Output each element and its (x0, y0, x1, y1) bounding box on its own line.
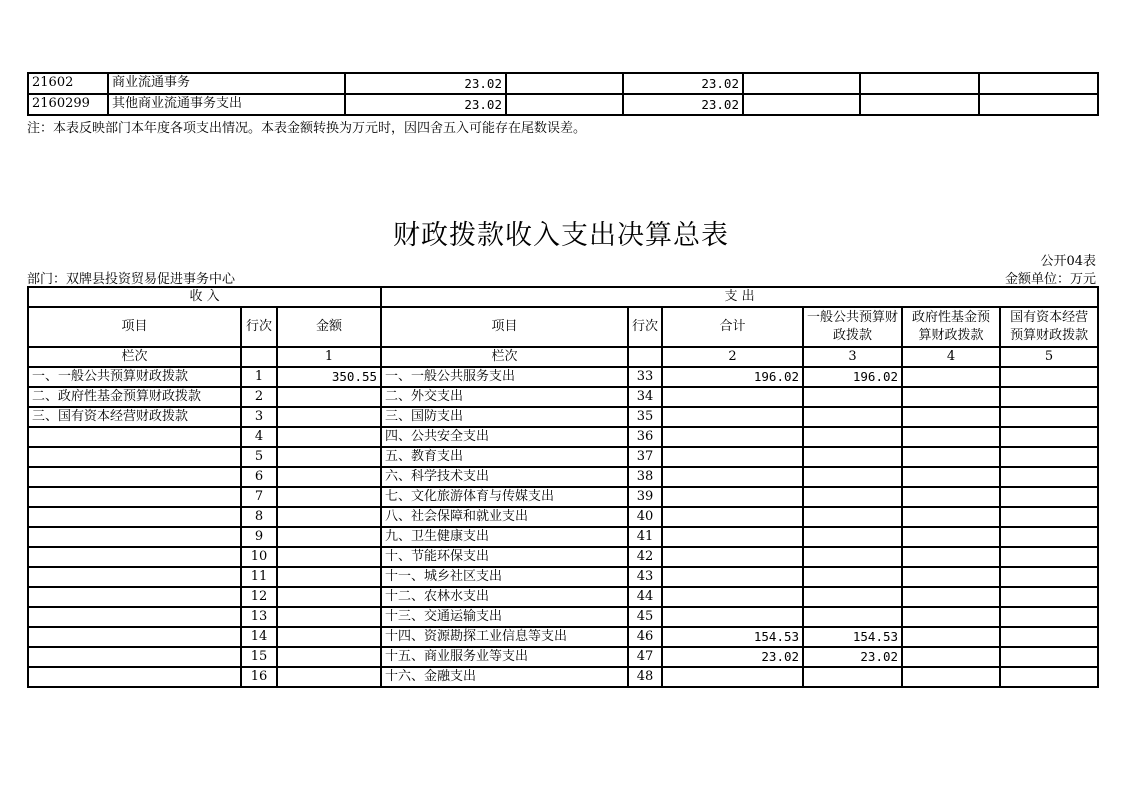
expense-row-no: 48 (628, 667, 662, 687)
function-name: 其他商业流通事务支出 (108, 94, 345, 115)
expense-item: 十一、城乡社区支出 (381, 567, 628, 587)
state-capital-amount (1000, 467, 1098, 487)
expense-row-no: 45 (628, 607, 662, 627)
expense-total (662, 447, 803, 467)
expense-row-no: 42 (628, 547, 662, 567)
income-header: 收 入 (28, 287, 381, 307)
gov-fund-amount (902, 527, 1000, 547)
income-item (28, 647, 241, 667)
expense-item: 十六、金融支出 (381, 667, 628, 687)
gov-fund-amount (902, 367, 1000, 387)
expense-row-no: 44 (628, 587, 662, 607)
income-item (28, 667, 241, 687)
state-capital-amount (1000, 547, 1098, 567)
general-budget-amount (803, 487, 902, 507)
expense-total: 23.02 (662, 647, 803, 667)
income-amount (277, 427, 381, 447)
item-header: 项目 (381, 307, 628, 347)
state-capital-amount (1000, 647, 1098, 667)
row-no-header: 行次 (628, 307, 662, 347)
gov-fund-amount (902, 627, 1000, 647)
expense-total (662, 467, 803, 487)
expense-item: 十二、农林水支出 (381, 587, 628, 607)
income-item (28, 547, 241, 567)
amount-header: 金额 (277, 307, 381, 347)
income-row-no: 9 (241, 527, 277, 547)
table-row (28, 647, 1098, 667)
general-budget-amount (803, 387, 902, 407)
form-code: 公开04表 (1040, 254, 1096, 269)
income-item (28, 527, 241, 547)
table-row (28, 407, 1098, 427)
income-item (28, 567, 241, 587)
table-row (28, 387, 1098, 407)
general-budget-amount (803, 467, 902, 487)
income-item (28, 467, 241, 487)
function-code: 21602 (28, 73, 108, 94)
gov-fund-amount (902, 387, 1000, 407)
income-row-no: 8 (241, 507, 277, 527)
income-row-no: 1 (241, 367, 277, 387)
gov-fund-amount (902, 587, 1000, 607)
total-header: 合计 (662, 307, 803, 347)
page-title: 财政拨款收入支出决算总表 (393, 220, 729, 251)
income-row-no: 12 (241, 587, 277, 607)
income-amount (277, 567, 381, 587)
income-row-no: 6 (241, 467, 277, 487)
income-amount (277, 487, 381, 507)
table-row (28, 447, 1098, 467)
fiscal-appropriation-summary-table (27, 286, 1099, 688)
state-capital-amount (1000, 407, 1098, 427)
general-budget-amount (803, 667, 902, 687)
expense-row-no: 35 (628, 407, 662, 427)
expense-total (662, 667, 803, 687)
income-amount (277, 547, 381, 567)
income-item (28, 427, 241, 447)
income-amount (277, 587, 381, 607)
state-capital-amount (1000, 587, 1098, 607)
expense-row-no: 41 (628, 527, 662, 547)
income-row-no: 3 (241, 407, 277, 427)
income-item (28, 607, 241, 627)
expense-item: 十四、资源勘探工业信息等支出 (381, 627, 628, 647)
col-label: 栏次 (28, 347, 241, 367)
expense-total (662, 487, 803, 507)
income-item (28, 587, 241, 607)
gov-fund-amount (902, 667, 1000, 687)
income-item: 一、一般公共预算财政拨款 (28, 367, 241, 387)
income-row-no: 13 (241, 607, 277, 627)
gov-fund-header: 政府性基金预算财政拨款 (902, 307, 1000, 347)
expense-row-no: 40 (628, 507, 662, 527)
department-label: 部门：双牌县投资贸易促进事务中心 (27, 272, 236, 287)
income-item: 二、政府性基金预算财政拨款 (28, 387, 241, 407)
expense-detail-table-continued (27, 72, 1099, 116)
table-row (28, 73, 1098, 94)
expense-total (662, 507, 803, 527)
expense-total (662, 607, 803, 627)
table-row (28, 587, 1098, 607)
state-capital-amount (1000, 427, 1098, 447)
state-capital-amount (1000, 527, 1098, 547)
state-capital-amount (1000, 507, 1098, 527)
expense-item: 十、节能环保支出 (381, 547, 628, 567)
income-amount (277, 447, 381, 467)
table-row (28, 94, 1098, 115)
income-item (28, 487, 241, 507)
income-amount (277, 627, 381, 647)
gov-fund-amount (902, 607, 1000, 627)
table-row (28, 467, 1098, 487)
expense-item: 二、外交支出 (381, 387, 628, 407)
income-row-no: 16 (241, 667, 277, 687)
col-index: 2 (662, 347, 803, 367)
amount-cell: 23.02 (345, 73, 506, 94)
general-budget-amount (803, 587, 902, 607)
income-row-no: 7 (241, 487, 277, 507)
amount-cell: 23.02 (345, 94, 506, 115)
state-capital-amount (1000, 667, 1098, 687)
income-amount (277, 527, 381, 547)
income-item (28, 507, 241, 527)
expense-item: 一、一般公共服务支出 (381, 367, 628, 387)
column-index-row (28, 347, 1098, 367)
header-row (28, 307, 1098, 347)
table-row (28, 607, 1098, 627)
table-row (28, 527, 1098, 547)
state-capital-amount (1000, 487, 1098, 507)
expense-total (662, 387, 803, 407)
table-row (28, 427, 1098, 447)
income-item: 三、国有资本经营财政拨款 (28, 407, 241, 427)
income-amount (277, 467, 381, 487)
state-capital-amount (1000, 607, 1098, 627)
income-amount (277, 387, 381, 407)
gov-fund-amount (902, 647, 1000, 667)
expense-item: 四、公共安全支出 (381, 427, 628, 447)
expense-row-no: 37 (628, 447, 662, 467)
expense-item: 六、科学技术支出 (381, 467, 628, 487)
income-row-no: 11 (241, 567, 277, 587)
income-amount (277, 667, 381, 687)
item-header: 项目 (28, 307, 241, 347)
expense-row-no: 36 (628, 427, 662, 447)
expense-total (662, 407, 803, 427)
general-budget-amount: 196.02 (803, 367, 902, 387)
state-capital-amount (1000, 627, 1098, 647)
income-row-no: 10 (241, 547, 277, 567)
income-row-no: 15 (241, 647, 277, 667)
state-capital-header: 国有资本经营预算财政拨款 (1000, 307, 1098, 347)
gov-fund-amount (902, 507, 1000, 527)
state-capital-amount (1000, 367, 1098, 387)
table-row (28, 627, 1098, 647)
table-row (28, 547, 1098, 567)
expense-item: 十五、商业服务业等支出 (381, 647, 628, 667)
expense-row-no: 47 (628, 647, 662, 667)
expense-total: 154.53 (662, 627, 803, 647)
general-budget-amount: 23.02 (803, 647, 902, 667)
income-item (28, 627, 241, 647)
expense-header: 支 出 (381, 287, 1098, 307)
general-budget-amount (803, 447, 902, 467)
state-capital-amount (1000, 447, 1098, 467)
gov-fund-amount (902, 447, 1000, 467)
gov-fund-amount (902, 407, 1000, 427)
gov-fund-amount (902, 547, 1000, 567)
income-row-no: 14 (241, 627, 277, 647)
amount-cell: 23.02 (623, 94, 743, 115)
expense-row-no: 46 (628, 627, 662, 647)
income-row-no: 5 (241, 447, 277, 467)
col-label: 栏次 (381, 347, 628, 367)
row-no-header: 行次 (241, 307, 277, 347)
income-amount (277, 607, 381, 627)
expense-total (662, 587, 803, 607)
table-row (28, 507, 1098, 527)
general-budget-amount (803, 607, 902, 627)
income-amount: 350.55 (277, 367, 381, 387)
general-budget-amount (803, 427, 902, 447)
expense-row-no: 43 (628, 567, 662, 587)
expense-row-no: 33 (628, 367, 662, 387)
state-capital-amount (1000, 387, 1098, 407)
general-budget-amount (803, 527, 902, 547)
function-name: 商业流通事务 (108, 73, 345, 94)
gov-fund-amount (902, 487, 1000, 507)
expense-item: 五、教育支出 (381, 447, 628, 467)
expense-total (662, 567, 803, 587)
table-row (28, 567, 1098, 587)
income-item (28, 447, 241, 467)
income-row-no: 4 (241, 427, 277, 447)
table-note: 注：本表反映部门本年度各项支出情况。本表金额转换为万元时，因四舍五入可能存在尾数误差。 (27, 121, 587, 136)
table-row (28, 487, 1098, 507)
header-row (28, 287, 1098, 307)
general-budget-header: 一般公共预算财政拨款 (803, 307, 902, 347)
col-index: 1 (277, 347, 381, 367)
general-budget-amount: 154.53 (803, 627, 902, 647)
gov-fund-amount (902, 467, 1000, 487)
col-index: 5 (1000, 347, 1098, 367)
gov-fund-amount (902, 427, 1000, 447)
expense-total (662, 547, 803, 567)
expense-total: 196.02 (662, 367, 803, 387)
expense-item: 三、国防支出 (381, 407, 628, 427)
expense-item: 十三、交通运输支出 (381, 607, 628, 627)
expense-item: 八、社会保障和就业支出 (381, 507, 628, 527)
expense-total (662, 527, 803, 547)
general-budget-amount (803, 407, 902, 427)
general-budget-amount (803, 567, 902, 587)
income-amount (277, 647, 381, 667)
income-amount (277, 407, 381, 427)
expense-row-no: 38 (628, 467, 662, 487)
income-row-no: 2 (241, 387, 277, 407)
income-amount (277, 507, 381, 527)
general-budget-amount (803, 507, 902, 527)
table-row (28, 367, 1098, 387)
expense-item: 九、卫生健康支出 (381, 527, 628, 547)
table-row (28, 667, 1098, 687)
state-capital-amount (1000, 567, 1098, 587)
amount-cell: 23.02 (623, 73, 743, 94)
function-code: 2160299 (28, 94, 108, 115)
expense-row-no: 34 (628, 387, 662, 407)
col-index: 3 (803, 347, 902, 367)
expense-row-no: 39 (628, 487, 662, 507)
expense-item: 七、文化旅游体育与传媒支出 (381, 487, 628, 507)
general-budget-amount (803, 547, 902, 567)
expense-total (662, 427, 803, 447)
col-index: 4 (902, 347, 1000, 367)
unit-label: 金额单位：万元 (1004, 272, 1096, 287)
gov-fund-amount (902, 567, 1000, 587)
